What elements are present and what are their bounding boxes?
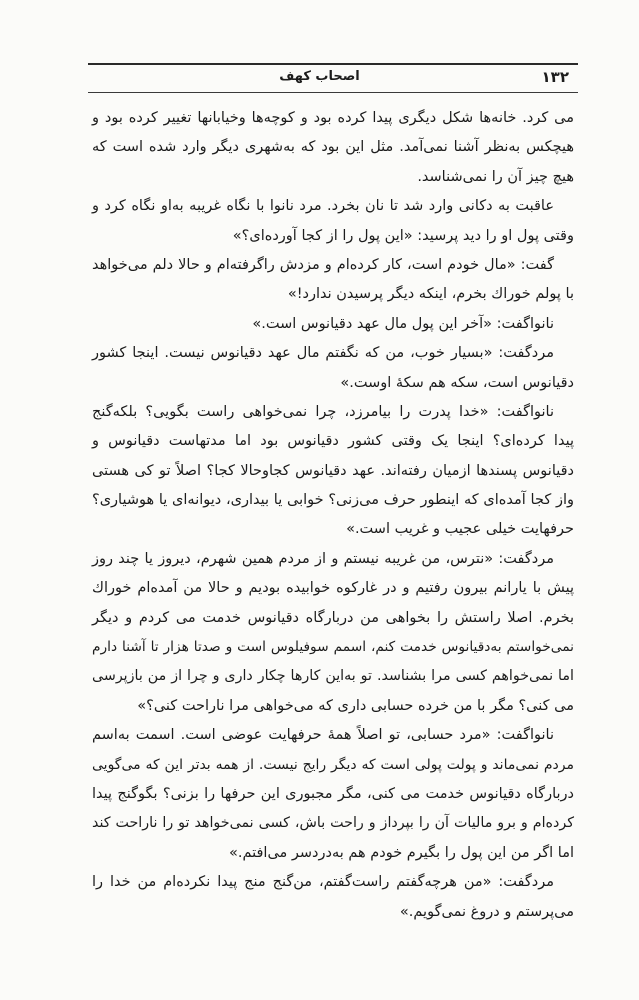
text-line: نانواگفت: «خدا پدرت را بیامرزد، چرا نمی‌خواهی راست بگویی؟ بلکه‌گنج bbox=[92, 403, 554, 420]
text-line: اما اگر من این پول را بگیرم خودم هم به‌دردسر می‌افتم.» bbox=[228, 844, 574, 861]
text-line: نانواگفت: «مرد حسابی، تو اصلاً همهٔ حرفهایت عوضی است. اسمت به‌اسم bbox=[92, 727, 554, 744]
text-line: واز کجا آمده‌ای که اینطور حرف می‌زنی؟ خوابی یا بیداری، دیوانه‌ای یا هوشیاری؟ bbox=[92, 492, 574, 509]
paragraph bbox=[92, 104, 574, 192]
text-line: مردگفت: «نترس، من غریبه نیستم و از مردم همین شهرم، دیروز یا چند روز bbox=[92, 550, 554, 567]
text-line: می کرد. خانه‌ها شکل دیگری پیدا کرده بود و کوچه‌ها وخیابانها تغییر کرده بود و bbox=[92, 110, 574, 126]
text-line: می کنی؟ مگر با من خرده حسابی داری که می‌خواهی مرا ناراحت کنی؟» bbox=[137, 697, 574, 714]
text-line: دقیانوس پسندها ازمیان رفته‌اند. عهد دقیانوس کجاوحالا کجا؟ اصلاً تو کی هستی bbox=[92, 462, 574, 479]
text-line: وقتی پول او را دید پرسید: «این پول را از کجا آورده‌ای؟» bbox=[232, 227, 574, 244]
body-text bbox=[92, 104, 574, 927]
paragraph bbox=[92, 398, 574, 545]
paragraph bbox=[92, 339, 574, 398]
running-title: اصحاب کهف bbox=[279, 69, 360, 84]
text-line: پیدا کرده‌ای؟ اینجا یک وقتی کشور دقیانوس بود اما مدتهاست دقیانوس و bbox=[92, 433, 574, 450]
text-line: پیش با یارانم بیرون رفتیم و در غارکوه خوابیده بودیم و حالا من آمده‌ام خوراك bbox=[92, 580, 574, 597]
text-line: مردم نمی‌ماند و پولت پولی است که دیگر رایج نیست. از همه بدتر این که می‌گویی bbox=[92, 756, 574, 773]
text-line: دقیانوس است، سکه هم سکهٔ اوست.» bbox=[340, 374, 574, 391]
page-number: ۱۳۲ bbox=[541, 68, 569, 86]
text-line: اما نمی‌خواهم کسی مرا بشناسد. تو به‌این کارها چکار داری و چرا از من بازپرسی bbox=[92, 668, 574, 685]
header-top-rule bbox=[88, 63, 578, 65]
text-line: دربارگاه دقیانوس خدمت می کنی، مگر مجبوری این حرفها را بزنی؟ بگوگنج پیدا bbox=[92, 785, 574, 802]
text-line: گفت: «مال خودم است، کار کرده‌ام و مزدش راگرفته‌ام و حالا دلم می‌خواهد bbox=[92, 256, 554, 273]
text-line: هیچکس به‌نظر آشنا نمی‌آمد. مثل این بود که به‌شهری دیگر وارد شده است که bbox=[92, 139, 574, 156]
text-line: کرده‌ام و برو مالیات آن را بپرداز و راحت باش، کسی نمی‌خواهد تو را ناراحت کند bbox=[92, 815, 574, 832]
text-line: هیچ چیز آن را نمی‌شناسد. bbox=[417, 168, 574, 185]
paragraph bbox=[92, 868, 574, 927]
text-line: مردگفت: «من هرچه‌گفتم راست‌گفتم، من‌گنج منج پیدا نکرده‌ام من خدا را bbox=[92, 874, 554, 891]
text-line: مردگفت: «بسیار خوب، من که نگفتم مال عهد دقیانوس نیست. اینجا کشور bbox=[92, 345, 554, 362]
text-line: بخرم. اصلا راستش را بخواهی من دربارگاه دقیانوس خدمت می کردم و دیگر bbox=[92, 609, 574, 626]
text-line: می‌پرستم و دروغ نمی‌گویم.» bbox=[399, 903, 574, 920]
paragraph bbox=[92, 310, 574, 339]
paragraph bbox=[92, 721, 574, 868]
text-line: حرفهایت خیلی عجیب و غریب است.» bbox=[346, 521, 574, 538]
paragraph bbox=[92, 251, 574, 310]
header-bottom-rule bbox=[88, 92, 578, 93]
paragraph bbox=[92, 192, 574, 251]
text-line: با پولم خوراك بخرم، اینکه دیگر پرسیدن ندارد!» bbox=[287, 286, 574, 303]
text-line: عاقبت به دکانی وارد شد تا نان بخرد. مرد نانوا با نگاه غریبه به‌او نگاه کرد و bbox=[92, 198, 554, 215]
text-line: نمی‌خواستم به‌دقیانوس خدمت کنم، اسمم سوفیلوس است و صدتا هزار تا آشنا دارم bbox=[92, 639, 574, 656]
text-line: نانواگفت: «آخر این پول مال عهد دقیانوس است.» bbox=[252, 315, 554, 332]
paragraph bbox=[92, 545, 574, 721]
